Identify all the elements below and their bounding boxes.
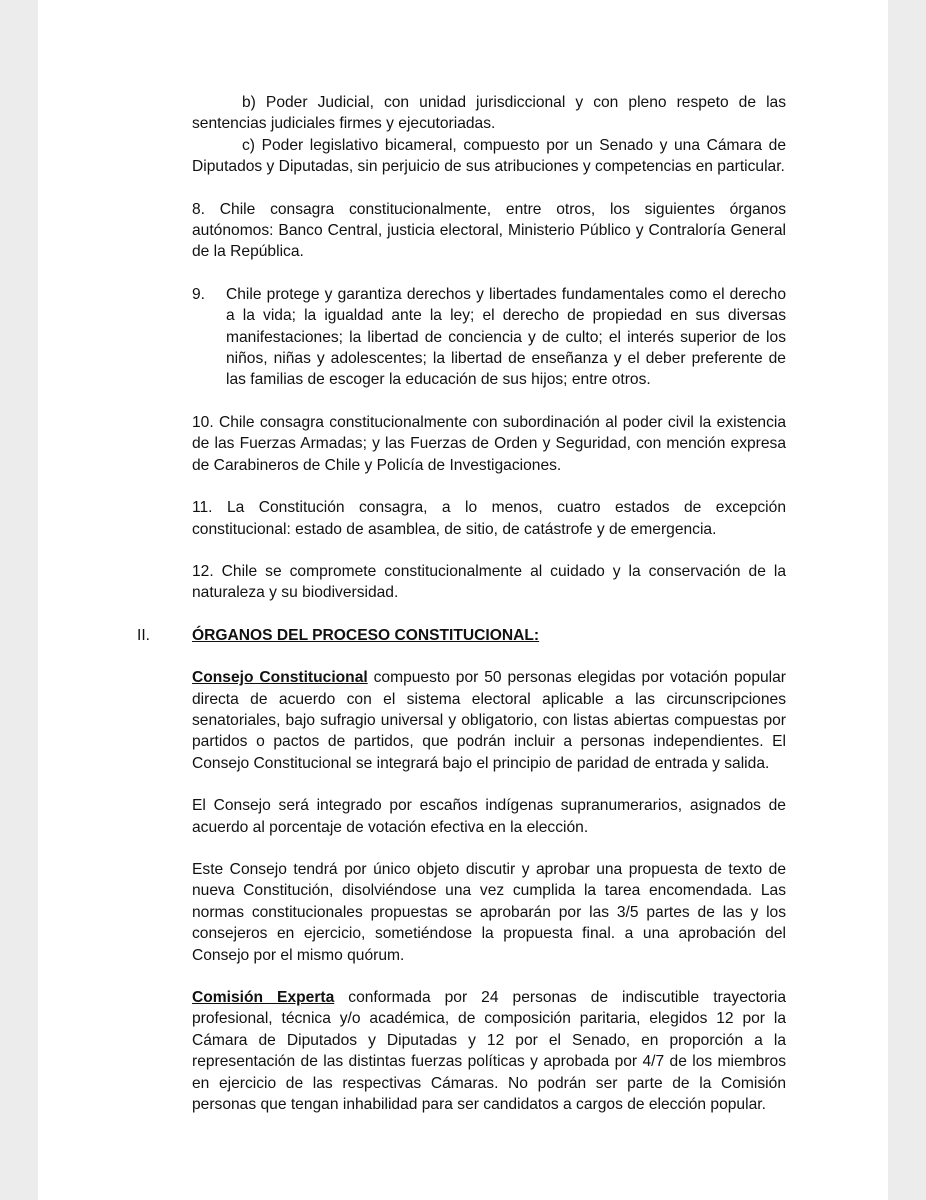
paragraph-9 xyxy=(192,284,786,391)
comision-term: Comisión Experta xyxy=(192,989,335,1006)
consejo-text: compuesto por 50 personas elegidas por votación popular directa de acuerdo con el sistema electoral aplicable a las circunscripciones senatoriales, bajo sufragio universal y obligatorio, con listas abiertas compuestas por partidos o pactos de partidos, que podrán incluir a personas independientes. El Consejo Constitucional se integrará bajo el principio de paridad de entrada y salida. xyxy=(192,669,786,772)
comision-paragraph xyxy=(192,987,786,1115)
paragraph-9-text: Chile protege y garantiza derechos y libertades fundamentales como el derecho a la vida; la igualdad ante la ley; el derecho de propiedad en sus diversas manifestaciones; la libertad de conciencia y de culto; el interés superior de los niños, niñas y adolescentes; la libertad de enseñanza y el deber preferente de las familias de escoger la educación de sus hijos; entre otros. xyxy=(226,285,786,389)
consejo-indigenous-paragraph: El Consejo será integrado por escaños indígenas supranumerarios, asignados de acuerdo al porcentaje de votación efectiva en la elección. xyxy=(192,797,786,836)
section-number: II. xyxy=(137,626,150,644)
paragraph-10: 10. Chile consagra constitucionalmente con subordinación al poder civil la existencia de las Fuerzas Armadas; y las Fuerzas de Orden y Seguridad, con mención expresa de Carabineros de Chile y Policía de Investigaciones. xyxy=(192,413,786,474)
section-title: ÓRGANOS DEL PROCESO CONSTITUCIONAL: xyxy=(192,626,540,644)
consejo-objective-paragraph: Este Consejo tendrá por único objeto discutir y aprobar una propuesta de texto de nueva Constitución, disolviéndose una vez cumplida la tarea encomendada. Las normas constitucionales propuestas se aprobarán por las 3/5 partes de las y los consejeros en ejercicio, sometiéndose la propuesta final. a una aprobación del Consejo por el mismo quórum. xyxy=(192,860,786,964)
section-heading xyxy=(137,625,786,646)
document-page xyxy=(38,0,888,1200)
paragraph-9-number: 9. xyxy=(192,285,206,303)
consejo-term: Consejo Constitucional xyxy=(192,669,368,687)
comision-text: conformada por 24 personas de indiscutible trayectoria profesional, técnica y/o académica, de composición paritaria, elegidos 12 por la Cámara de Diputados y Diputadas y 12 por el Senado, en proporción a la representación de las distintas fuerzas políticas y aprobada por 4/7 de los miembros en ejercicio de las respectivas Cámaras. No podrán ser parte de la Comisión personas que tengan inhabilidad para ser candidatos a cargos de elección popular. xyxy=(192,989,787,1114)
paragraph-12: 12. Chile se compromete constitucionalmente al cuidado y la conservación de la naturaleza y su biodiversidad. xyxy=(192,562,786,602)
paragraph-11: 11. La Constitución consagra, a lo menos, cuatro estados de excepción constitucional: estado de asamblea, de sitio, de catástrofe y de emergencia. xyxy=(192,499,786,538)
document-body xyxy=(137,92,787,1115)
paragraph-c: c) Poder legislativo bicameral, compuesto por un Senado y una Cámara de Diputados y Diputadas, sin perjuicio de sus atribuciones y competencias en particular. xyxy=(192,136,786,176)
paragraph-b: b) Poder Judicial, con unidad jurisdiccional y con pleno respeto de las sentencias judiciales firmes y ejecutoriadas. xyxy=(192,94,786,133)
consejo-paragraph xyxy=(192,667,786,774)
paragraph-8: 8. Chile consagra constitucionalmente, entre otros, los siguientes órganos autónomos: Banco Central, justicia electoral, Ministerio Público y Contraloría General de la República. xyxy=(192,200,786,261)
